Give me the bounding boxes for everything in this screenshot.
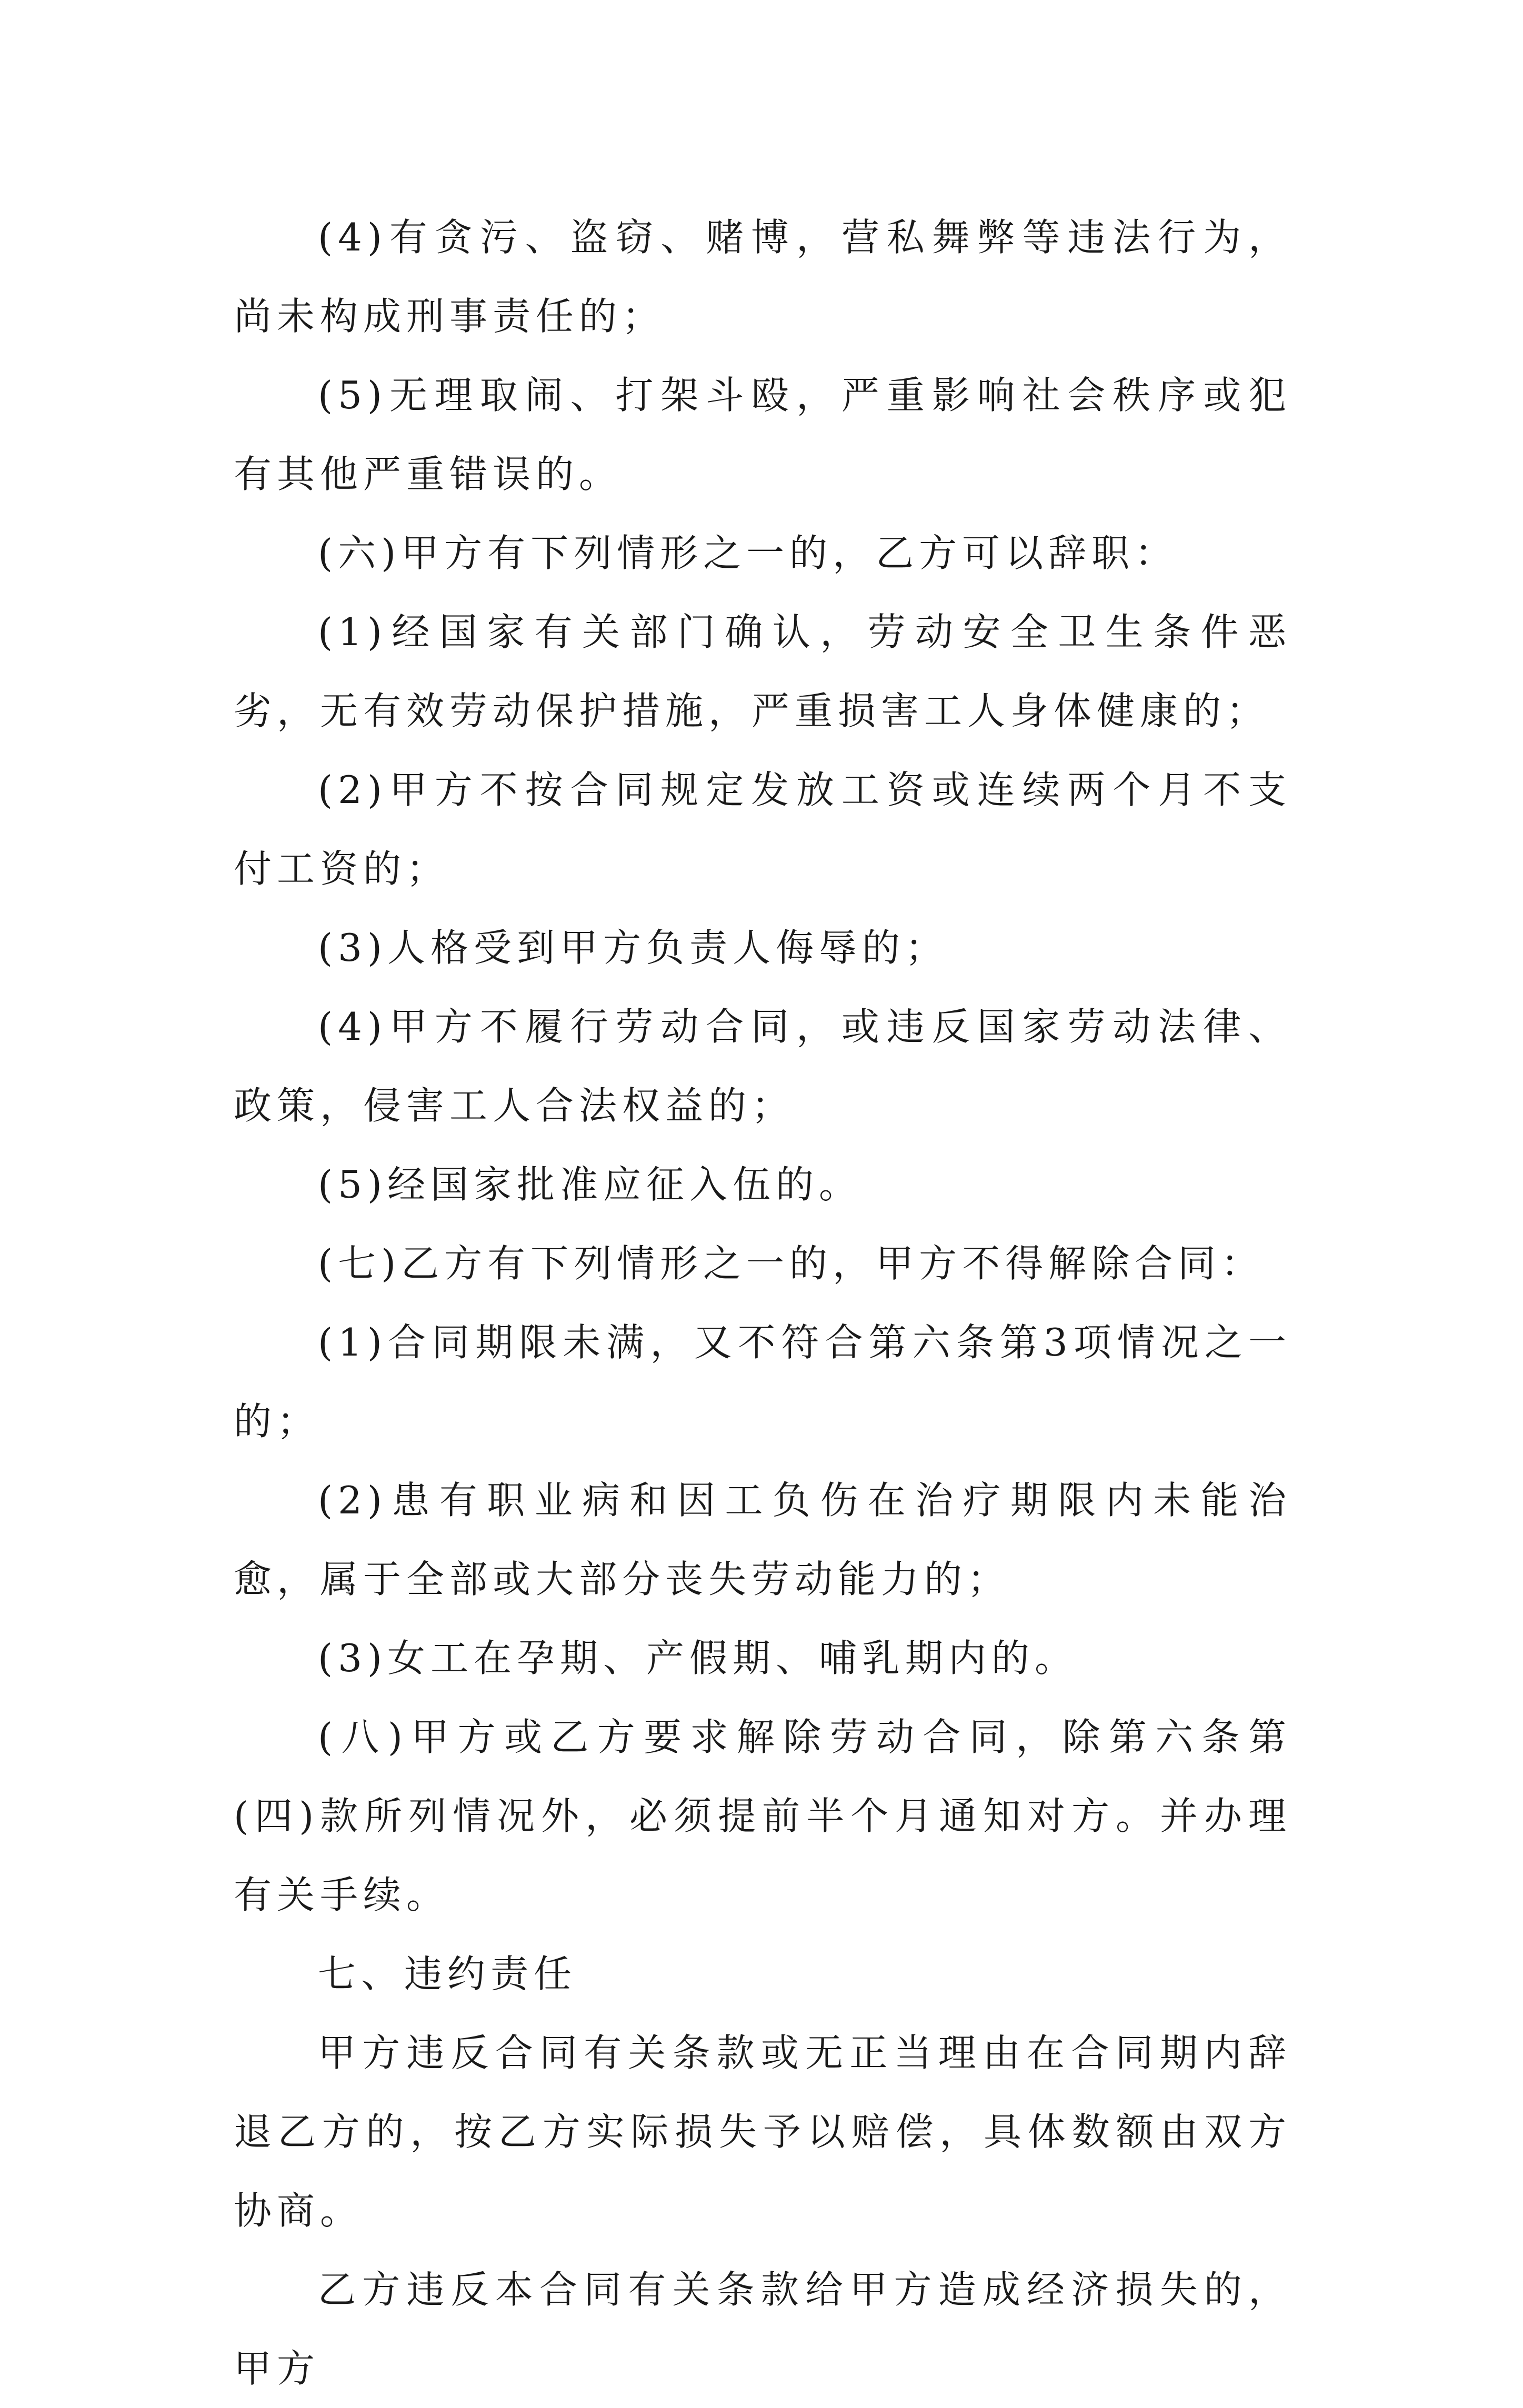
paragraph-liability-party-b: 乙方违反本合同有关条款给甲方造成经济损失的，甲方 [234, 2267, 1291, 2391]
paragraph-resign-2-wages: (2)甲方不按合同规定发放工资或连续两个月不支付工资的； [234, 768, 1291, 891]
paragraph-section-8-notice: (八)甲方或乙方要求解除劳动合同，除第六条第(四)款所列情况外，必须提前半个月通知对方。并办理有关手续。 [234, 1715, 1291, 1917]
document-body [234, 198, 1291, 2408]
paragraph-section-7-no-termination: (七)乙方有下列情形之一的，甲方不得解除合同： [318, 1241, 1265, 1286]
paragraph-clause-4-embezzlement: (4)有贪污、盗窃、赌博，营私舞弊等违法行为，尚未构成刑事责任的； [234, 215, 1291, 338]
paragraph-protect-3-maternity: (3)女工在孕期、产假期、哺乳期内的。 [318, 1636, 1078, 1680]
paragraph-protect-2-illness: (2)患有职业病和因工负伤在治疗期限内未能治愈，属于全部或大部分丧失劳动能力的； [234, 1478, 1291, 1601]
paragraph-resign-4-breach: (4)甲方不履行劳动合同，或违反国家劳动法律、政策，侵害工人合法权益的； [234, 1005, 1291, 1128]
paragraph-protect-1-term: (1)合同期限未满，又不符合第六条第3项情况之一的； [234, 1320, 1291, 1443]
paragraph-resign-5-enlistment: (5)经国家批准应征入伍的。 [318, 1162, 862, 1207]
paragraph-liability-party-a: 甲方违反合同有关条款或无正当理由在合同期内辞退乙方的，按乙方实际损失予以赔偿，具体数额由双方协商。 [234, 2031, 1291, 2233]
section-heading-liability: 七、违约责任 [318, 1952, 577, 1996]
paragraph-section-6-resignation: (六)甲方有下列情形之一的，乙方可以辞职： [318, 531, 1178, 575]
paragraph-resign-3-insult: (3)人格受到甲方负责人侮辱的； [318, 926, 948, 970]
paragraph-resign-1-safety: (1)经国家有关部门确认，劳动安全卫生条件恶劣，无有效劳动保护措施，严重损害工人身体健康的； [234, 610, 1291, 733]
paragraph-clause-5-disorder: (5)无理取闹、打架斗殴，严重影响社会秩序或犯有其他严重错误的。 [234, 373, 1291, 496]
